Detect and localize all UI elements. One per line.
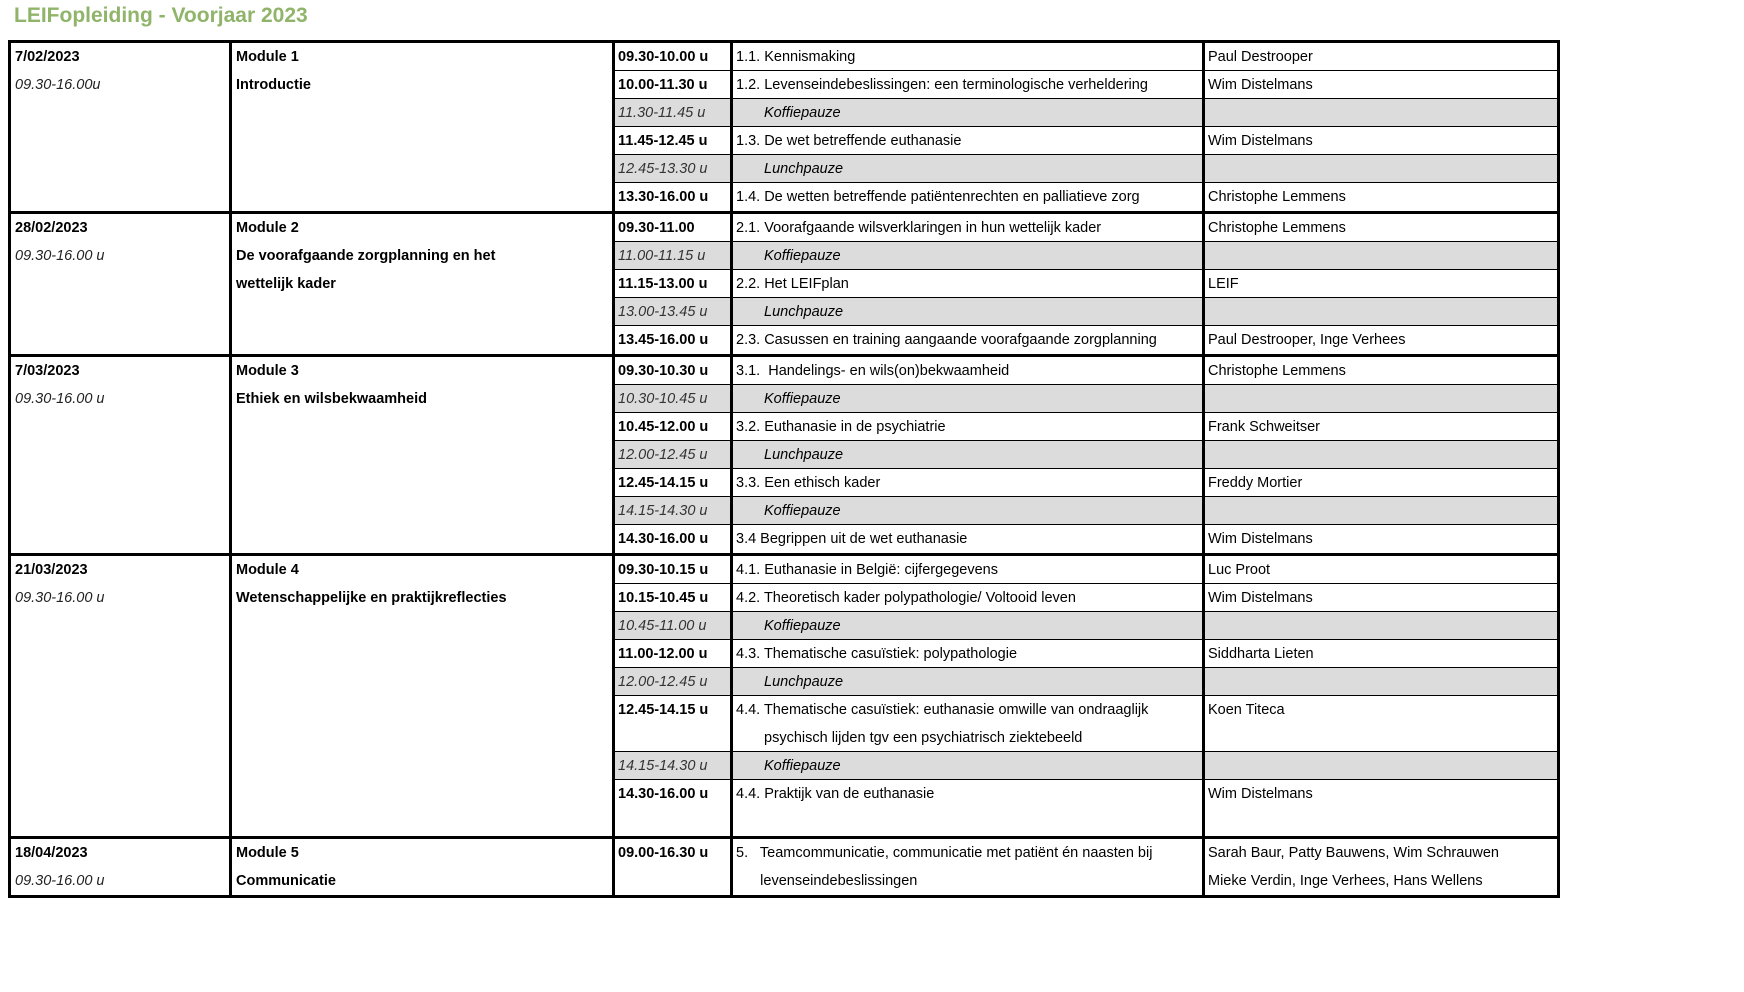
session-topic xyxy=(733,469,1205,496)
module-hours: 09.30-16.00 u xyxy=(15,248,105,264)
module-cell xyxy=(232,214,615,354)
session-time: 11.00-12.00 u xyxy=(615,640,733,667)
date-cell xyxy=(11,839,232,895)
module-title: Introductie xyxy=(236,77,311,93)
speaker-line: Wim Distelmans xyxy=(1208,133,1313,149)
session-topic xyxy=(733,155,1205,182)
session-time: 09.30-10.30 u xyxy=(615,357,733,384)
module-number: Module 4 xyxy=(236,562,299,578)
topic-line: Lunchpauze xyxy=(764,447,844,463)
topic-line: 4.3. Thematische casuïstiek: polypathologie xyxy=(736,646,1018,662)
topic-line: 1.4. De wetten betreffende patiëntenrechten en palliatieve zorg xyxy=(736,189,1140,205)
module-title: Wetenschappelijke en praktijkreflecties xyxy=(236,590,507,606)
topic-line: 1.3. De wet betreffende euthanasie xyxy=(736,133,962,149)
module-number: Module 2 xyxy=(236,220,299,236)
session-time: 14.30-16.00 u xyxy=(615,780,733,836)
session-time: 10.15-10.45 u xyxy=(615,584,733,611)
speaker-line: Mieke Verdin, Inge Verhees, Hans Wellens xyxy=(1208,873,1483,889)
session-topic xyxy=(733,326,1205,354)
session-speaker xyxy=(1205,640,1557,667)
module-hours: 09.30-16.00 u xyxy=(15,590,105,606)
topic-line: 2.1. Voorafgaande wilsverklaringen in hun wettelijk kader xyxy=(736,220,1102,236)
speaker-line: Sarah Baur, Patty Bauwens, Wim Schrauwen xyxy=(1208,845,1499,861)
session-speaker xyxy=(1205,668,1557,695)
topic-line: 2.2. Het LEIFplan xyxy=(736,276,849,292)
session-speaker xyxy=(1205,441,1557,468)
module-title: Communicatie xyxy=(236,873,336,889)
topic-line: 1.2. Levenseindebeslissingen: een terminologische verheldering xyxy=(736,77,1148,93)
session-topic xyxy=(733,214,1205,241)
module-hours: 09.30-16.00 u xyxy=(15,391,105,407)
session-speaker xyxy=(1205,127,1557,154)
session-topic xyxy=(733,270,1205,297)
pause-row xyxy=(615,612,1557,640)
session-topic xyxy=(733,298,1205,325)
topic-line: Lunchpauze xyxy=(764,304,844,320)
session-topic xyxy=(733,696,1205,751)
topic-line: Lunchpauze xyxy=(764,161,844,177)
session-topic xyxy=(733,497,1205,524)
module-block xyxy=(8,553,1560,839)
session-time: 12.45-14.15 u xyxy=(615,469,733,496)
session-time: 10.45-12.00 u xyxy=(615,413,733,440)
pause-row xyxy=(615,668,1557,696)
topic-line: Koffiepauze xyxy=(764,618,841,634)
module-title: De voorafgaande zorgplanning en het xyxy=(236,248,496,264)
session-time: 12.00-12.45 u xyxy=(615,668,733,695)
page-title: LEIFopleiding - Voorjaar 2023 xyxy=(14,4,308,27)
topic-line: 4.4. Thematische casuïstiek: euthanasie omwille van ondraaglijk xyxy=(736,702,1149,718)
topic-line: 4.1. Euthanasie in België: cijfergegevens xyxy=(736,562,998,578)
speaker-line: Christophe Lemmens xyxy=(1208,189,1346,205)
speaker-line: Luc Proot xyxy=(1208,562,1271,578)
session-time: 12.00-12.45 u xyxy=(615,441,733,468)
session-speaker xyxy=(1205,298,1557,325)
session-speaker xyxy=(1205,357,1557,384)
session-time: 10.30-10.45 u xyxy=(615,385,733,412)
session-topic xyxy=(733,752,1205,779)
module-hours: 09.30-16.00u xyxy=(15,77,101,93)
module-cell xyxy=(232,556,615,836)
module-block xyxy=(8,836,1560,898)
module-date: 7/03/2023 xyxy=(15,363,80,379)
sessions xyxy=(615,43,1557,211)
session-time: 11.30-11.45 u xyxy=(615,99,733,126)
session-row xyxy=(615,127,1557,155)
session-topic xyxy=(733,127,1205,154)
session-time: 12.45-14.15 u xyxy=(615,696,733,751)
topic-line: Koffiepauze xyxy=(764,248,841,264)
pause-row xyxy=(615,752,1557,780)
session-topic xyxy=(733,43,1205,70)
session-topic xyxy=(733,525,1205,553)
session-speaker xyxy=(1205,385,1557,412)
session-time: 11.00-11.15 u xyxy=(615,242,733,269)
session-topic xyxy=(733,612,1205,639)
sessions xyxy=(615,556,1557,836)
session-speaker xyxy=(1205,612,1557,639)
session-speaker xyxy=(1205,214,1557,241)
topic-line: Koffiepauze xyxy=(764,391,841,407)
topic-line: 3.1. Handelings- en wils(on)bekwaamheid xyxy=(736,363,1010,379)
speaker-line: Wim Distelmans xyxy=(1208,590,1313,606)
session-topic xyxy=(733,584,1205,611)
session-row xyxy=(615,640,1557,668)
session-row xyxy=(615,270,1557,298)
speaker-line: Paul Destrooper xyxy=(1208,49,1313,65)
session-row xyxy=(615,183,1557,211)
pause-row xyxy=(615,155,1557,183)
module-block xyxy=(8,211,1560,357)
session-time: 13.30-16.00 u xyxy=(615,183,733,211)
session-topic xyxy=(733,413,1205,440)
session-time: 14.15-14.30 u xyxy=(615,497,733,524)
session-speaker xyxy=(1205,696,1557,751)
session-row xyxy=(615,43,1557,71)
pause-row xyxy=(615,385,1557,413)
module-number: Module 3 xyxy=(236,363,299,379)
session-time: 14.15-14.30 u xyxy=(615,752,733,779)
session-row xyxy=(615,71,1557,99)
module-cell xyxy=(232,839,615,895)
module-number: Module 5 xyxy=(236,845,299,861)
session-time: 10.00-11.30 u xyxy=(615,71,733,98)
date-cell xyxy=(11,357,232,553)
date-cell xyxy=(11,214,232,354)
date-cell xyxy=(11,43,232,211)
session-row xyxy=(615,525,1557,553)
date-cell xyxy=(11,556,232,836)
session-speaker xyxy=(1205,839,1557,895)
session-row xyxy=(615,780,1557,836)
module-date: 21/03/2023 xyxy=(15,562,88,578)
topic-line: Koffiepauze xyxy=(764,105,841,121)
session-row xyxy=(615,556,1557,584)
module-hours: 09.30-16.00 u xyxy=(15,873,105,889)
pause-row xyxy=(615,497,1557,525)
topic-line: Koffiepauze xyxy=(764,503,841,519)
session-speaker xyxy=(1205,497,1557,524)
session-topic xyxy=(733,441,1205,468)
schedule-table xyxy=(8,40,1560,898)
sessions xyxy=(615,357,1557,553)
session-topic xyxy=(733,357,1205,384)
session-topic xyxy=(733,242,1205,269)
session-speaker xyxy=(1205,43,1557,70)
topic-line: 3.3. Een ethisch kader xyxy=(736,475,881,491)
topic-line: 2.3. Casussen en training aangaande voorafgaande zorgplanning xyxy=(736,332,1157,348)
session-topic xyxy=(733,839,1205,895)
session-time: 13.45-16.00 u xyxy=(615,326,733,354)
module-cell xyxy=(232,43,615,211)
session-speaker xyxy=(1205,326,1557,354)
topic-line: 4.4. Praktijk van de euthanasie xyxy=(736,786,935,802)
session-row xyxy=(615,326,1557,354)
speaker-line: Christophe Lemmens xyxy=(1208,363,1346,379)
session-speaker xyxy=(1205,780,1557,836)
module-date: 7/02/2023 xyxy=(15,49,80,65)
topic-line: 3.2. Euthanasie in de psychiatrie xyxy=(736,419,946,435)
module-date: 18/04/2023 xyxy=(15,845,88,861)
speaker-line: Wim Distelmans xyxy=(1208,531,1313,547)
session-row xyxy=(615,214,1557,242)
speaker-line: Freddy Mortier xyxy=(1208,475,1303,491)
speaker-line: Frank Schweitser xyxy=(1208,419,1321,435)
session-topic xyxy=(733,556,1205,583)
session-time: 13.00-13.45 u xyxy=(615,298,733,325)
session-topic xyxy=(733,780,1205,836)
session-speaker xyxy=(1205,413,1557,440)
session-time: 11.45-12.45 u xyxy=(615,127,733,154)
topic-line: Lunchpauze xyxy=(764,674,844,690)
module-date: 28/02/2023 xyxy=(15,220,88,236)
session-time: 10.45-11.00 u xyxy=(615,612,733,639)
topic-line: levenseindebeslissingen xyxy=(736,873,918,889)
module-title: wettelijk kader xyxy=(236,276,336,292)
session-speaker xyxy=(1205,584,1557,611)
module-title: Ethiek en wilsbekwaamheid xyxy=(236,391,427,407)
session-time: 11.15-13.00 u xyxy=(615,270,733,297)
session-topic xyxy=(733,183,1205,211)
module-cell xyxy=(232,357,615,553)
session-topic xyxy=(733,71,1205,98)
speaker-line: Wim Distelmans xyxy=(1208,77,1313,93)
session-row xyxy=(615,413,1557,441)
session-time: 09.30-10.15 u xyxy=(615,556,733,583)
topic-line: 4.2. Theoretisch kader polypathologie/ Voltooid leven xyxy=(736,590,1076,606)
session-speaker xyxy=(1205,155,1557,182)
session-row xyxy=(615,357,1557,385)
speaker-line: Wim Distelmans xyxy=(1208,786,1313,802)
session-topic xyxy=(733,668,1205,695)
topic-line: 3.4 Begrippen uit de wet euthanasie xyxy=(736,531,968,547)
pause-row xyxy=(615,242,1557,270)
sessions xyxy=(615,214,1557,354)
session-speaker xyxy=(1205,556,1557,583)
session-topic xyxy=(733,385,1205,412)
session-time: 14.30-16.00 u xyxy=(615,525,733,553)
speaker-line: Christophe Lemmens xyxy=(1208,220,1346,236)
session-speaker xyxy=(1205,469,1557,496)
module-block xyxy=(8,40,1560,214)
sessions xyxy=(615,839,1557,895)
session-speaker xyxy=(1205,525,1557,553)
speaker-line: LEIF xyxy=(1208,276,1239,292)
module-number: Module 1 xyxy=(236,49,299,65)
speaker-line: Siddharta Lieten xyxy=(1208,646,1314,662)
session-time: 12.45-13.30 u xyxy=(615,155,733,182)
session-topic xyxy=(733,640,1205,667)
session-row xyxy=(615,469,1557,497)
topic-line: Koffiepauze xyxy=(764,758,841,774)
pause-row xyxy=(615,99,1557,127)
session-speaker xyxy=(1205,99,1557,126)
topic-line: 1.1. Kennismaking xyxy=(736,49,856,65)
module-block xyxy=(8,354,1560,556)
session-row xyxy=(615,696,1557,752)
session-topic xyxy=(733,99,1205,126)
topic-line: psychisch lijden tgv een psychiatrisch ziektebeeld xyxy=(764,730,1083,746)
session-time: 09.00-16.30 u xyxy=(615,839,733,895)
pause-row xyxy=(615,441,1557,469)
session-speaker xyxy=(1205,183,1557,211)
topic-line: 5. Teamcommunicatie, communicatie met patiënt én naasten bij xyxy=(736,845,1153,861)
speaker-line: Koen Titeca xyxy=(1208,702,1285,718)
pause-row xyxy=(615,298,1557,326)
session-time: 09.30-11.00 xyxy=(615,214,733,241)
session-row xyxy=(615,839,1557,895)
session-time: 09.30-10.00 u xyxy=(615,43,733,70)
session-speaker xyxy=(1205,270,1557,297)
speaker-line: Paul Destrooper, Inge Verhees xyxy=(1208,332,1406,348)
session-speaker xyxy=(1205,71,1557,98)
session-speaker xyxy=(1205,752,1557,779)
session-speaker xyxy=(1205,242,1557,269)
session-row xyxy=(615,584,1557,612)
